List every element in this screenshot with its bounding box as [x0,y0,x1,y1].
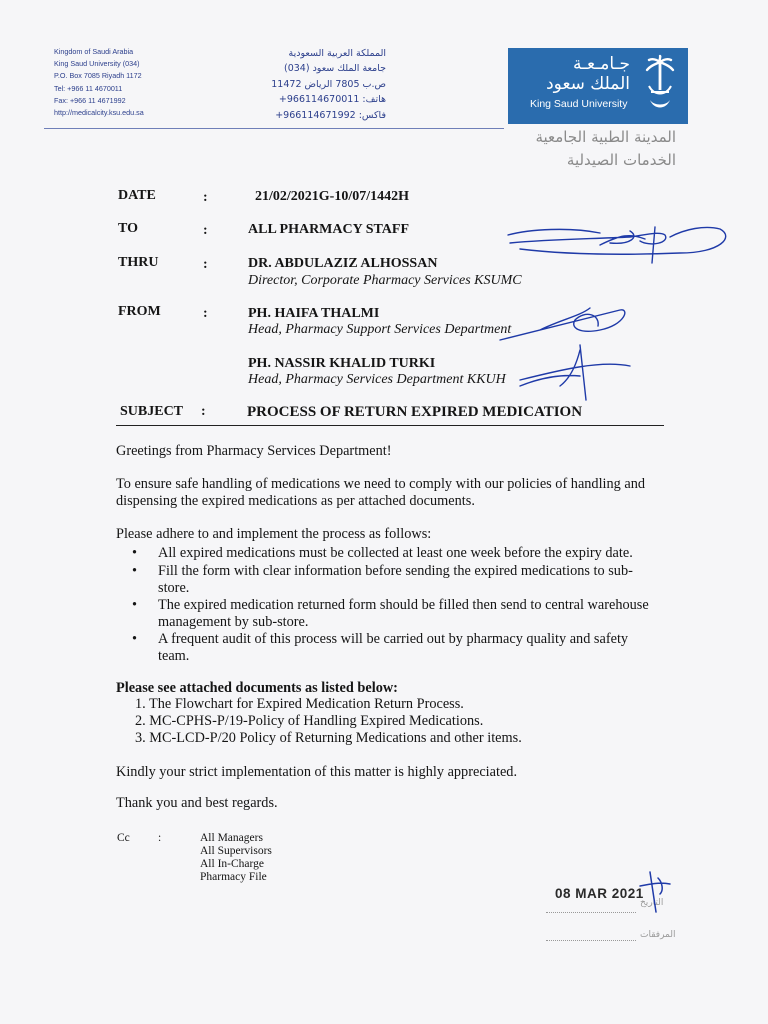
letterhead-english-block [54,46,144,119]
thru-colon: : [203,257,208,272]
cc-list [200,832,272,884]
cc-recipient: Pharmacy File [200,871,267,883]
letterhead-line: Kingdom of Saudi Arabia [54,47,134,56]
bullet-dot: • [132,631,138,647]
thru-title: Director, Corporate Pharmacy Services KSUMC [248,273,522,288]
letterhead-divider [44,128,504,129]
letterhead-line: King Saud University (034) [54,59,140,69]
cc-recipient: All Managers [200,832,263,844]
letterhead-arabic-line: المملكة العربية السعودية [288,48,386,59]
letterhead-line: Fax: +966 11 4671992 [54,95,126,105]
to-label: TO [118,221,138,236]
cc-label: Cc [117,832,130,844]
date-colon: : [203,190,208,205]
logo-arabic-line-1: جـامـعـة [572,54,630,74]
logo-arabic-line-2: الملك سعود [546,74,630,94]
bullet-item [132,631,662,665]
stamp-date-label: التاريخ [640,898,664,908]
bullet-text: Fill the form with clear information before sending the expired medications to sub-store. [158,563,633,596]
thru-name: DR. ABDULAZIZ ALHOSSAN [248,256,438,271]
bullet-dot: • [132,563,138,579]
university-logo [508,48,688,124]
from-label: FROM [118,304,161,319]
signature-thru [480,215,730,275]
process-intro: Please adhere to and implement the process as follows: [116,526,432,542]
bullet-item [132,545,662,563]
palm-emblem-icon [642,56,678,114]
to-value: ALL PHARMACY STAFF [248,222,409,237]
subject-colon: : [201,404,206,419]
attachment-item: 3. MC-LCD-P/20 Policy of Returning Medications and other items. [135,730,522,746]
bullet-text: A frequent audit of this process will be carried out by pharmacy quality and safety team. [158,631,629,664]
department-arabic-1: المدينة الطبية الجامعية [535,128,676,146]
stamp-attachments-label: المرفقات [640,930,676,940]
attachments-heading: Please see attached documents as listed below: [116,680,398,696]
department-arabic-2: الخدمات الصيدلية [566,151,676,169]
subject-underline [116,425,664,426]
cc-recipient: All Supervisors [200,845,272,857]
initials-mark [636,868,676,918]
to-colon: : [203,223,208,238]
closing-request: Kindly your strict implementation of this matter is highly appreciated. [116,764,518,780]
from1-title: Head, Pharmacy Support Services Department [248,322,512,337]
bullet-dot: • [132,545,138,561]
letterhead-line: P.O. Box 7085 Riyadh 1172 [54,71,142,81]
closing-regards: Thank you and best regards. [116,795,278,811]
letterhead-arabic-line: فاكس: 966114671992+ [275,109,386,121]
from2-name: PH. NASSIR KHALID TURKI [248,356,436,371]
from2-title: Head, Pharmacy Services Department KKUH [248,372,506,387]
letterhead-arabic-line: هاتف: 966114670011+ [278,94,386,106]
from1-name: PH. HAIFA THALMI [248,306,380,321]
stamp-date-line [546,912,636,913]
received-date-stamp: 08 MAR 2021 [555,886,644,901]
attachment-item: 1. The Flowchart for Expired Medication Return Process. [135,696,464,712]
logo-english: King Saud University [530,98,628,110]
subject-value: PROCESS OF RETURN EXPIRED MEDICATION [247,404,583,420]
subject-label: SUBJECT [120,404,184,419]
date-label: DATE [118,188,156,203]
letterhead-arabic-line: جامعة الملك سعود (034) [283,63,386,75]
bullet-item [132,563,662,597]
cc-recipient: All In-Charge [200,858,264,870]
from-colon: : [203,306,208,321]
signature-from [480,300,650,410]
thru-label: THRU [118,255,159,270]
attachment-item: 2. MC-CPHS-P/19-Policy of Handling Expired Medications. [135,713,484,729]
letterhead-line: http://medicalcity.ksu.edu.sa [54,108,144,118]
bullet-item [132,597,662,631]
bullet-dot: • [132,597,138,613]
letterhead-line: Tel: +966 11 4670011 [54,83,123,93]
bullet-text: All expired medications must be collected at least one week before the expiry date. [158,545,633,561]
cc-colon: : [158,832,162,844]
intro-paragraph: To ensure safe handling of medications we need to comply with our policies of handling and dispensing the expired medications as per attached documents. [116,476,646,509]
logo-arabic [546,54,630,94]
stamp-attachments-line [546,940,636,941]
bullet-text: The expired medication returned form should be filled then send to central warehouse management by sub-store. [158,597,649,630]
greeting: Greetings from Pharmacy Services Department! [116,443,392,459]
date-value: 21/02/2021G-10/07/1442H [255,189,409,204]
letterhead-arabic-line: ص.ب 7805 الرياض 11472 [271,78,386,90]
letterhead-arabic-block [268,46,386,123]
